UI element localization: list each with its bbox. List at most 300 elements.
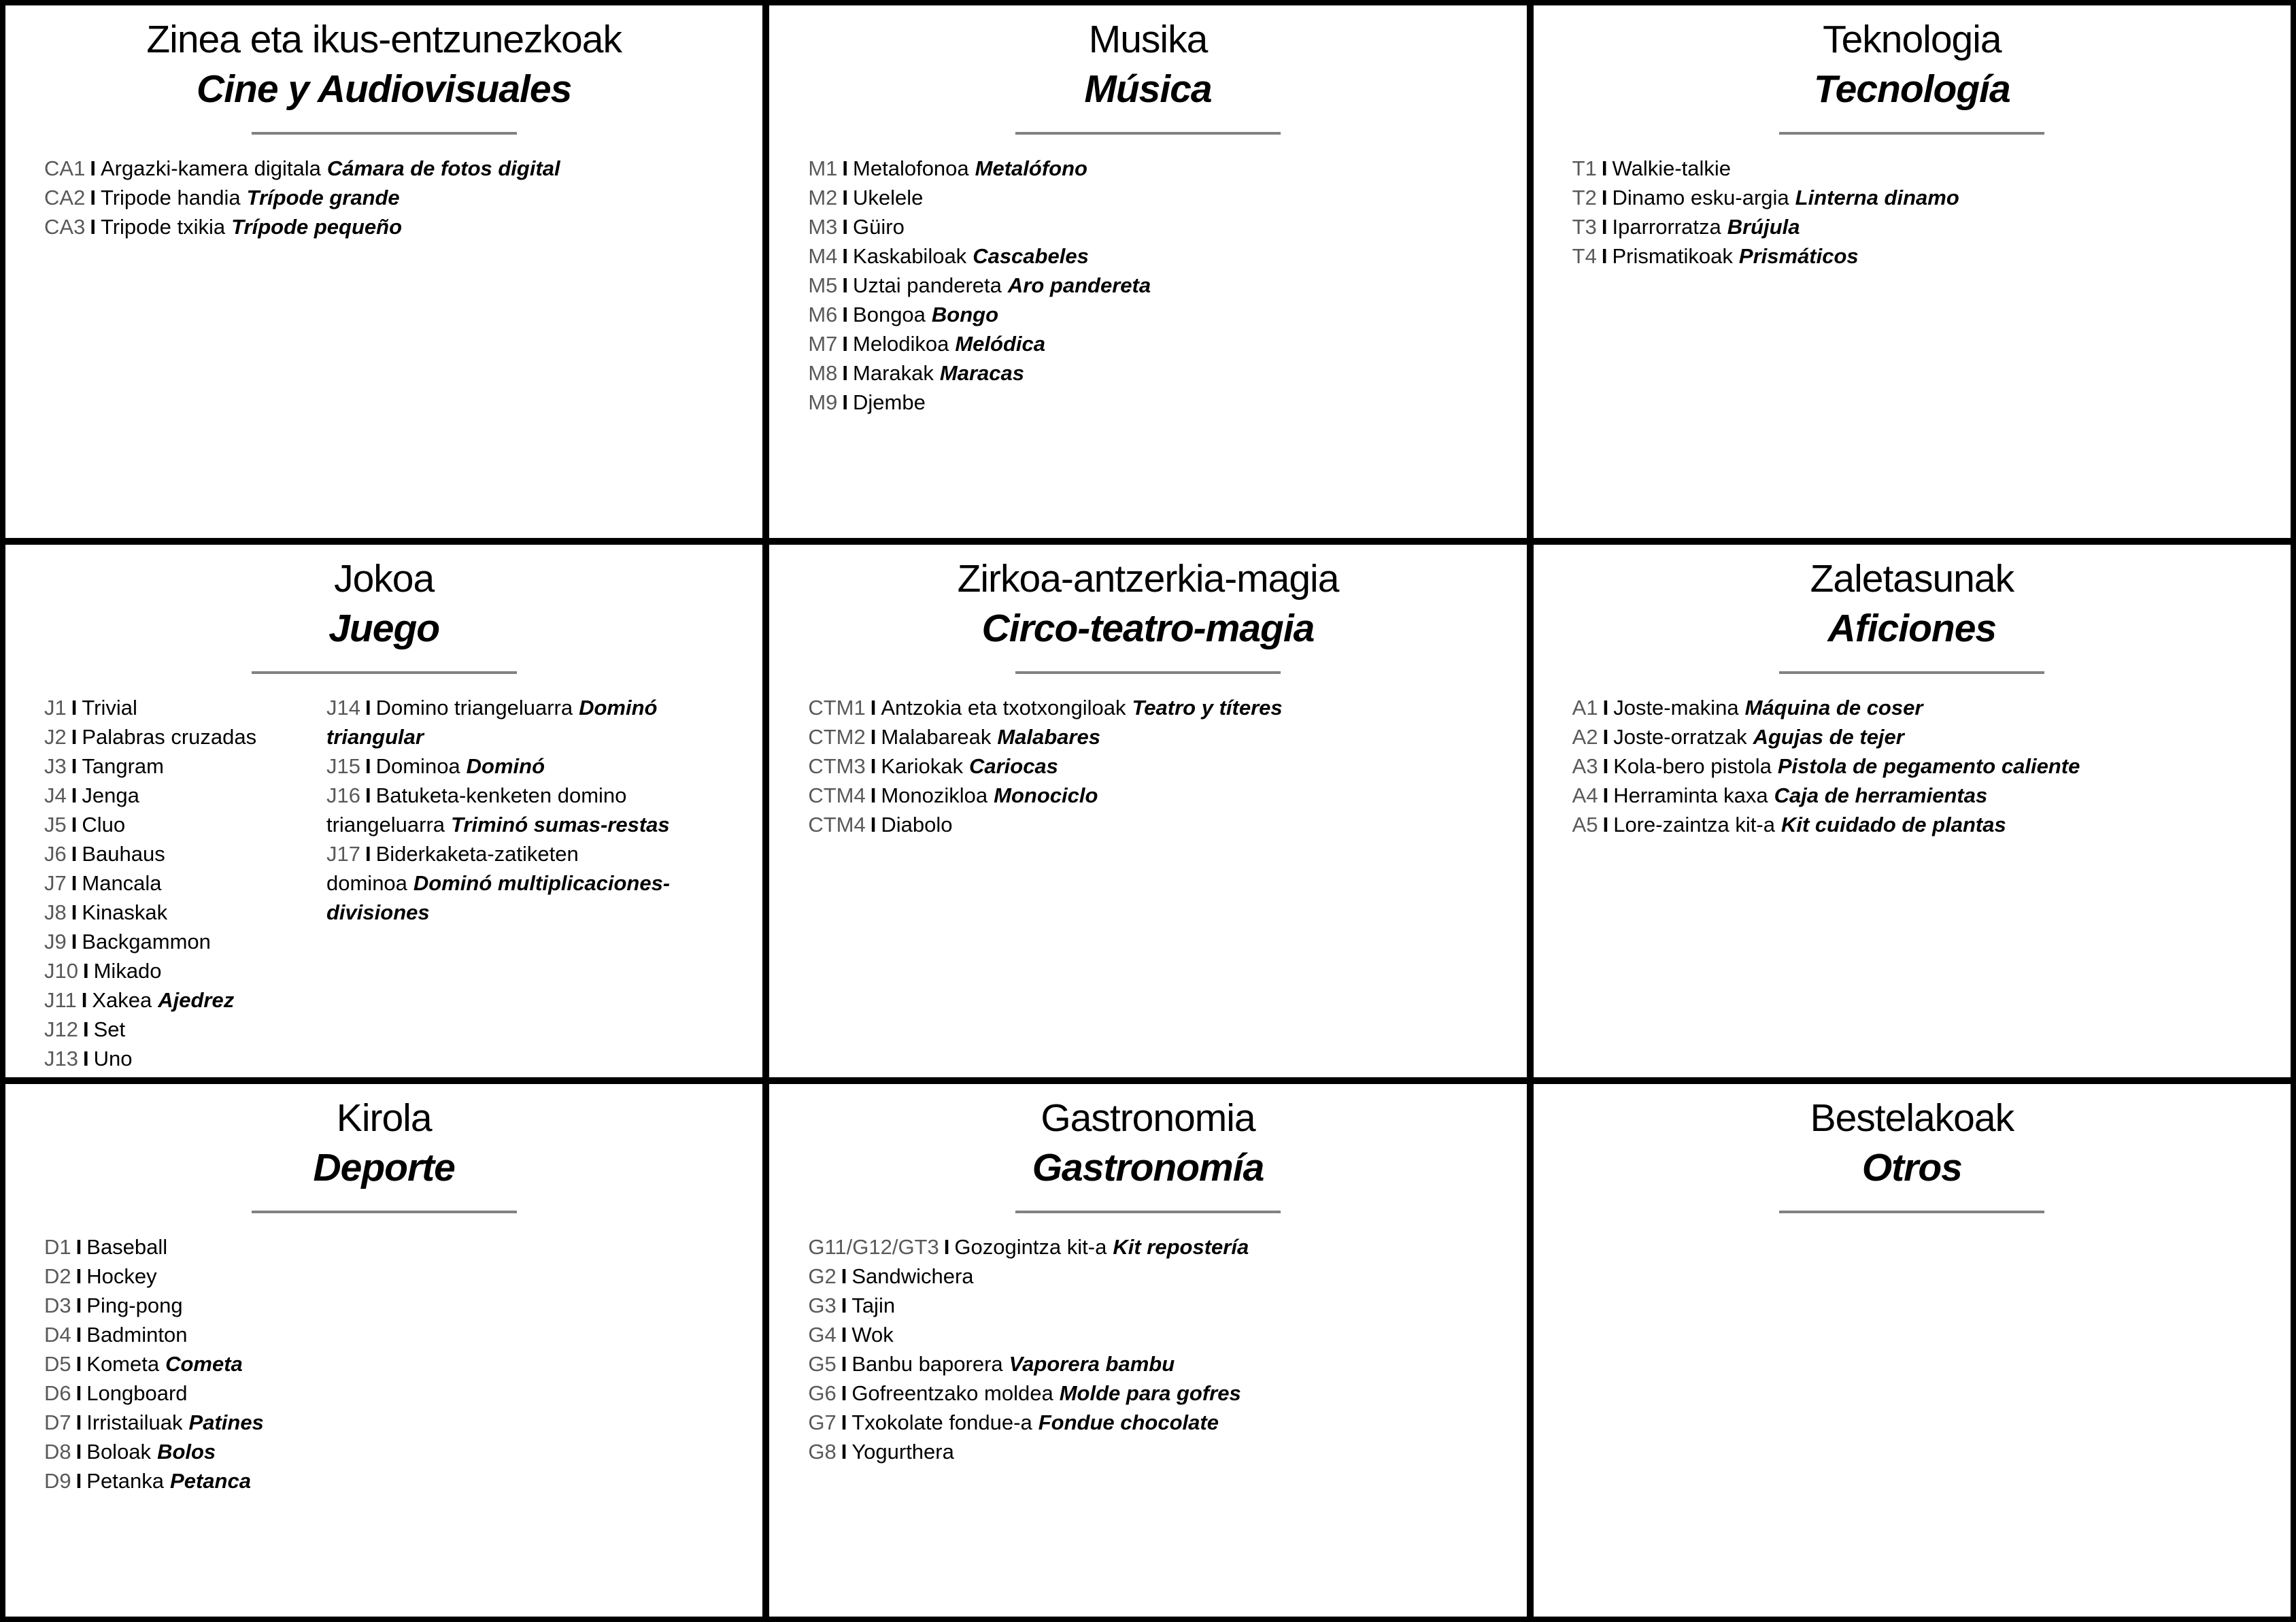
list-item	[44, 898, 326, 927]
item-name-basque: Herraminta kaxa	[1613, 783, 1768, 807]
list-item	[44, 1015, 326, 1044]
item-code: D2	[44, 1264, 71, 1288]
item-name-spanish: Cariocas	[968, 754, 1058, 778]
item-name-basque: Lore-zaintza kit-a	[1613, 813, 1775, 837]
item-name-spanish: Cámara de fotos digital	[326, 156, 560, 180]
list-item	[808, 329, 1513, 358]
item-divider: I	[82, 1047, 89, 1070]
item-code: M7	[808, 332, 838, 356]
item-divider: I	[841, 1381, 847, 1405]
category-title-spanish: Otros	[1861, 1146, 1962, 1189]
list-item	[44, 1437, 749, 1466]
item-name-basque: Diabolo	[881, 813, 953, 837]
item-divider: I	[842, 156, 849, 180]
item-divider: I	[1602, 754, 1609, 778]
item-name-basque: Uztai pandereta	[853, 273, 1002, 297]
item-columns	[44, 693, 749, 1073]
item-divider: I	[82, 959, 89, 983]
list-item	[326, 751, 749, 781]
item-code: CTM4	[808, 813, 866, 837]
item-divider: I	[71, 871, 78, 895]
category-card-circo-teatro-magia	[769, 545, 1526, 1077]
item-code: T4	[1572, 244, 1597, 268]
item-name-spanish: Prismáticos	[1738, 244, 1859, 268]
item-name-basque: Trivial	[82, 696, 137, 720]
item-divider: I	[1601, 156, 1608, 180]
item-name-basque: Cluo	[82, 813, 126, 837]
list-item	[44, 781, 326, 810]
category-title-basque: Jokoa	[334, 557, 435, 601]
item-name-spanish: Melódica	[955, 332, 1045, 356]
item-name-spanish: Pistola de pegamento caliente	[1777, 754, 2080, 778]
item-name-spanish: Petanca	[170, 1469, 251, 1493]
list-item	[808, 358, 1513, 388]
title-divider-line	[1779, 132, 2044, 135]
item-name-basque: Txokolate fondue-a	[851, 1410, 1032, 1434]
list-item	[808, 1408, 1513, 1437]
item-code: G5	[808, 1352, 837, 1376]
item-name-basque: Dinamo esku-argia	[1612, 186, 1789, 209]
item-name-spanish: Kit repostería	[1113, 1235, 1249, 1259]
item-name-basque: Sandwichera	[851, 1264, 974, 1288]
item-code: J1	[44, 696, 67, 720]
category-title-spanish: Tecnología	[1813, 67, 2010, 111]
item-code: D8	[44, 1440, 71, 1464]
item-code: M4	[808, 244, 838, 268]
item-name-basque: Badminton	[86, 1323, 188, 1347]
item-name-spanish: Maracas	[939, 361, 1024, 385]
item-name-basque: Hockey	[86, 1264, 157, 1288]
category-title-basque: Zaletasunak	[1810, 557, 2014, 601]
item-name-spanish: Brújula	[1727, 215, 1800, 239]
list-item	[44, 1291, 749, 1320]
item-code: D9	[44, 1469, 71, 1493]
item-divider: I	[75, 1264, 82, 1288]
item-divider: I	[81, 988, 88, 1012]
list-item	[44, 927, 326, 956]
list-item	[44, 722, 326, 751]
category-card-tecnologia	[1534, 5, 2291, 538]
title-divider-line	[1015, 1211, 1281, 1213]
item-name-basque: Set	[93, 1017, 126, 1041]
item-name-basque: Melodikoa	[853, 332, 949, 356]
title-divider-line	[252, 671, 517, 674]
item-code: J14	[326, 696, 360, 720]
category-card-juego	[5, 545, 762, 1077]
item-name-basque: Kinaskak	[82, 900, 168, 924]
list-item	[808, 388, 1513, 417]
title-divider-line	[1779, 1211, 2044, 1213]
item-name-basque: Tangram	[82, 754, 164, 778]
item-code: J9	[44, 930, 67, 953]
item-code: CA2	[44, 186, 86, 209]
category-card-aficiones	[1534, 545, 2291, 1077]
item-columns	[1572, 154, 2277, 271]
item-name-basque: Monozikloa	[881, 783, 988, 807]
item-divider: I	[365, 842, 371, 866]
item-divider: I	[943, 1235, 950, 1259]
item-name-basque: Gozogintza kit-a	[954, 1235, 1107, 1259]
item-name-basque: Kola-bero pistola	[1613, 754, 1772, 778]
item-name-spanish: Monociclo	[994, 783, 1098, 807]
list-item	[808, 241, 1513, 271]
list-item	[44, 751, 326, 781]
item-name-spanish: Dominó multiplicaciones-divisiones	[326, 871, 671, 924]
list-item	[44, 1349, 749, 1379]
list-item	[808, 212, 1513, 241]
list-item	[808, 1437, 1513, 1466]
list-item	[808, 154, 1513, 183]
category-header	[1534, 5, 2291, 135]
item-columns	[44, 1232, 749, 1496]
item-code: T3	[1572, 215, 1597, 239]
item-name-basque: Bauhaus	[82, 842, 165, 866]
item-name-basque: Bongoa	[853, 303, 926, 326]
category-title-basque: Musika	[1088, 18, 1208, 61]
list-item	[808, 693, 1513, 722]
item-divider: I	[841, 1294, 847, 1317]
item-name-spanish: Vaporera bambu	[1009, 1352, 1175, 1376]
item-divider: I	[842, 332, 849, 356]
item-name-basque: Malabareak	[881, 725, 992, 749]
item-name-spanish: Caja de herramientas	[1774, 783, 1988, 807]
item-divider: I	[75, 1469, 82, 1493]
category-header	[1534, 1084, 2291, 1213]
item-divider: I	[75, 1323, 82, 1347]
item-name-basque: Domino triangeluarra	[375, 696, 573, 720]
category-header	[769, 5, 1526, 135]
item-name-basque: Güiro	[853, 215, 905, 239]
list-item	[808, 781, 1513, 810]
item-name-spanish: Bongo	[931, 303, 999, 326]
item-divider: I	[71, 813, 78, 837]
item-code: J7	[44, 871, 67, 895]
item-name-spanish: Triminó sumas-restas	[451, 813, 670, 837]
item-code: G4	[808, 1323, 837, 1347]
item-columns	[808, 154, 1513, 417]
item-name-spanish: Dominó triangular	[326, 696, 658, 749]
item-name-spanish: Teatro y títeres	[1132, 696, 1283, 720]
list-item	[44, 985, 326, 1015]
item-list	[1572, 154, 2277, 271]
item-name-basque: Djembe	[853, 390, 926, 414]
item-divider: I	[842, 244, 849, 268]
item-divider: I	[842, 303, 849, 326]
item-divider: I	[870, 696, 877, 720]
item-divider: I	[365, 754, 371, 778]
list-item	[326, 693, 749, 751]
list-item	[44, 154, 749, 183]
item-code: A3	[1572, 754, 1598, 778]
item-divider: I	[842, 186, 849, 209]
item-name-basque: Iparrorratza	[1612, 215, 1721, 239]
item-name-basque: Biderkaketa-zatiketen dominoa	[326, 842, 579, 895]
item-name-basque: Tajin	[851, 1294, 896, 1317]
list-item	[1572, 810, 2277, 839]
item-divider: I	[1602, 696, 1609, 720]
list-item	[326, 781, 749, 839]
list-item	[326, 839, 749, 927]
item-name-basque: Jenga	[82, 783, 139, 807]
item-code: G6	[808, 1381, 837, 1405]
list-item	[44, 1466, 749, 1496]
list-item	[808, 1262, 1513, 1291]
list-item	[1572, 693, 2277, 722]
item-name-basque: Wok	[851, 1323, 894, 1347]
item-name-basque: Batuketa-kenketen domino triangeluarra	[326, 783, 627, 837]
item-code: CTM3	[808, 754, 866, 778]
item-name-basque: Yogurthera	[851, 1440, 954, 1464]
item-code: T2	[1572, 186, 1597, 209]
list-item	[808, 722, 1513, 751]
item-code: G3	[808, 1294, 837, 1317]
item-name-basque: Ping-pong	[86, 1294, 183, 1317]
item-name-spanish: Dominó	[466, 754, 545, 778]
item-name-basque: Longboard	[86, 1381, 188, 1405]
list-item	[44, 183, 749, 212]
item-name-basque: Walkie-talkie	[1612, 156, 1732, 180]
list-item	[808, 271, 1513, 300]
category-title-basque: Zinea eta ikus-entzunezkoak	[146, 18, 622, 61]
item-name-basque: Mancala	[82, 871, 162, 895]
item-divider: I	[1601, 215, 1608, 239]
item-code: A5	[1572, 813, 1598, 837]
item-name-basque: Irristailuak	[86, 1410, 183, 1434]
title-divider-line	[1015, 132, 1281, 135]
item-name-basque: Boloak	[86, 1440, 152, 1464]
item-divider: I	[90, 186, 96, 209]
item-divider: I	[1602, 783, 1609, 807]
item-name-basque: Dominoa	[375, 754, 460, 778]
category-card-deporte	[5, 1084, 762, 1617]
item-name-basque: Tripode handia	[100, 186, 241, 209]
item-name-basque: Gofreentzako moldea	[851, 1381, 1053, 1405]
category-card-musica	[769, 5, 1526, 538]
item-divider: I	[841, 1264, 847, 1288]
item-code: J16	[326, 783, 360, 807]
item-code: CA3	[44, 215, 86, 239]
item-code: J2	[44, 725, 67, 749]
item-name-spanish: Cometa	[165, 1352, 243, 1376]
item-divider: I	[365, 696, 371, 720]
item-code: D6	[44, 1381, 71, 1405]
title-divider-line	[252, 132, 517, 135]
item-list	[326, 693, 749, 927]
title-divider-line	[1779, 671, 2044, 674]
item-code: M8	[808, 361, 838, 385]
list-item	[1572, 751, 2277, 781]
category-header	[1534, 545, 2291, 674]
item-list	[1572, 693, 2277, 839]
category-card-gastronomia	[769, 1084, 1526, 1617]
item-name-basque: Baseball	[86, 1235, 168, 1259]
list-item	[44, 1232, 749, 1262]
item-divider: I	[90, 156, 96, 180]
category-title-basque: Zirkoa-antzerkia-magia	[957, 557, 1339, 601]
item-name-basque: Antzokia eta txotxongiloak	[881, 696, 1126, 720]
category-header	[5, 545, 762, 674]
item-code: A1	[1572, 696, 1598, 720]
list-item	[44, 1379, 749, 1408]
category-title-spanish: Circo-teatro-magia	[981, 607, 1315, 650]
list-item	[808, 1320, 1513, 1349]
item-code: J10	[44, 959, 78, 983]
item-name-spanish: Metalófono	[975, 156, 1087, 180]
item-name-basque: Palabras cruzadas	[82, 725, 257, 749]
item-name-basque: Xakea	[92, 988, 152, 1012]
item-divider: I	[75, 1235, 82, 1259]
list-item	[808, 183, 1513, 212]
item-code: D3	[44, 1294, 71, 1317]
item-divider: I	[842, 390, 849, 414]
list-item	[808, 1379, 1513, 1408]
list-item	[1572, 183, 2277, 212]
item-code: J3	[44, 754, 67, 778]
item-name-spanish: Malabares	[997, 725, 1100, 749]
item-name-basque: Petanka	[86, 1469, 165, 1493]
item-divider: I	[870, 813, 877, 837]
list-item	[44, 693, 326, 722]
list-item	[808, 300, 1513, 329]
item-divider: I	[841, 1410, 847, 1434]
item-code: M6	[808, 303, 838, 326]
category-title-basque: Bestelakoak	[1810, 1096, 2014, 1140]
item-name-basque: Ukelele	[853, 186, 924, 209]
item-name-spanish: Agujas de tejer	[1753, 725, 1904, 749]
category-title-spanish: Cine y Audiovisuales	[197, 67, 572, 111]
list-item	[808, 1349, 1513, 1379]
item-divider: I	[842, 273, 849, 297]
category-title-spanish: Deporte	[313, 1146, 455, 1189]
item-divider: I	[90, 215, 96, 239]
item-divider: I	[71, 725, 78, 749]
item-name-spanish: Aro pandereta	[1007, 273, 1151, 297]
item-divider: I	[71, 696, 78, 720]
item-code: J15	[326, 754, 360, 778]
category-title-basque: Teknologia	[1823, 18, 2002, 61]
item-divider: I	[365, 783, 371, 807]
item-code: J11	[44, 988, 77, 1012]
item-name-basque: Tripode txikia	[100, 215, 226, 239]
item-code: M1	[808, 156, 838, 180]
item-code: J5	[44, 813, 67, 837]
category-title-spanish: Gastronomía	[1032, 1146, 1264, 1189]
item-code: G7	[808, 1410, 837, 1434]
item-divider: I	[841, 1323, 847, 1347]
item-divider: I	[75, 1410, 82, 1434]
item-code: M3	[808, 215, 838, 239]
item-name-spanish: Linterna dinamo	[1795, 186, 1959, 209]
category-title-spanish: Juego	[328, 607, 440, 650]
item-divider: I	[71, 842, 78, 866]
item-code: M5	[808, 273, 838, 297]
item-code: G11/G12/GT3	[808, 1235, 939, 1259]
list-item	[1572, 781, 2277, 810]
item-name-spanish: Cascabeles	[973, 244, 1089, 268]
category-card-otros	[1534, 1084, 2291, 1617]
item-name-basque: Metalofonoa	[853, 156, 969, 180]
item-divider: I	[75, 1294, 82, 1317]
item-name-spanish: Fondue chocolate	[1038, 1410, 1219, 1434]
item-divider: I	[75, 1381, 82, 1405]
title-divider-line	[252, 1211, 517, 1213]
item-code: G8	[808, 1440, 837, 1464]
item-code: D1	[44, 1235, 71, 1259]
category-header	[769, 1084, 1526, 1213]
category-title-spanish: Música	[1084, 67, 1212, 111]
item-columns	[1572, 693, 2277, 839]
list-item	[44, 1320, 749, 1349]
item-name-basque: Kariokak	[881, 754, 963, 778]
item-code: J17	[326, 842, 360, 866]
list-item	[44, 956, 326, 985]
item-code: T1	[1572, 156, 1597, 180]
item-code: A4	[1572, 783, 1598, 807]
category-title-basque: Kirola	[336, 1096, 432, 1140]
item-columns	[44, 154, 749, 241]
item-name-spanish: Bolos	[157, 1440, 216, 1464]
list-item	[44, 839, 326, 868]
item-code: J8	[44, 900, 67, 924]
title-divider-line	[1015, 671, 1281, 674]
item-list	[808, 154, 1513, 417]
item-code: M2	[808, 186, 838, 209]
item-list	[808, 1232, 1513, 1466]
item-code: J12	[44, 1017, 78, 1041]
category-header	[769, 545, 1526, 674]
item-divider: I	[71, 783, 78, 807]
list-item	[44, 810, 326, 839]
item-divider: I	[841, 1440, 847, 1464]
item-divider: I	[1601, 244, 1608, 268]
item-name-basque: Backgammon	[82, 930, 211, 953]
item-name-basque: Joste-orratzak	[1613, 725, 1747, 749]
item-columns	[808, 1232, 1513, 1466]
item-list	[44, 1232, 749, 1496]
list-item	[1572, 154, 2277, 183]
category-header	[5, 5, 762, 135]
item-name-basque: Kaskabiloak	[853, 244, 967, 268]
item-divider: I	[870, 754, 877, 778]
item-divider: I	[1601, 186, 1608, 209]
item-divider: I	[1602, 813, 1609, 837]
item-divider: I	[842, 215, 849, 239]
item-divider: I	[71, 930, 78, 953]
item-name-basque: Argazki-kamera digitala	[100, 156, 321, 180]
item-code: J4	[44, 783, 67, 807]
item-code: J6	[44, 842, 67, 866]
item-name-basque: Marakak	[853, 361, 934, 385]
item-code: D5	[44, 1352, 71, 1376]
item-code: M9	[808, 390, 838, 414]
item-code: A2	[1572, 725, 1598, 749]
item-name-spanish: Molde para gofres	[1059, 1381, 1241, 1405]
item-divider: I	[842, 361, 849, 385]
item-code: CTM4	[808, 783, 866, 807]
item-name-basque: Prismatikoak	[1612, 244, 1733, 268]
item-code: CTM2	[808, 725, 866, 749]
item-code: G2	[808, 1264, 837, 1288]
item-divider: I	[841, 1352, 847, 1376]
item-divider: I	[75, 1440, 82, 1464]
item-code: D7	[44, 1410, 71, 1434]
list-item	[808, 1232, 1513, 1262]
list-item	[1572, 241, 2277, 271]
category-title-spanish: Aficiones	[1827, 607, 1997, 650]
list-item	[808, 810, 1513, 839]
item-divider: I	[71, 754, 78, 778]
list-item	[808, 751, 1513, 781]
